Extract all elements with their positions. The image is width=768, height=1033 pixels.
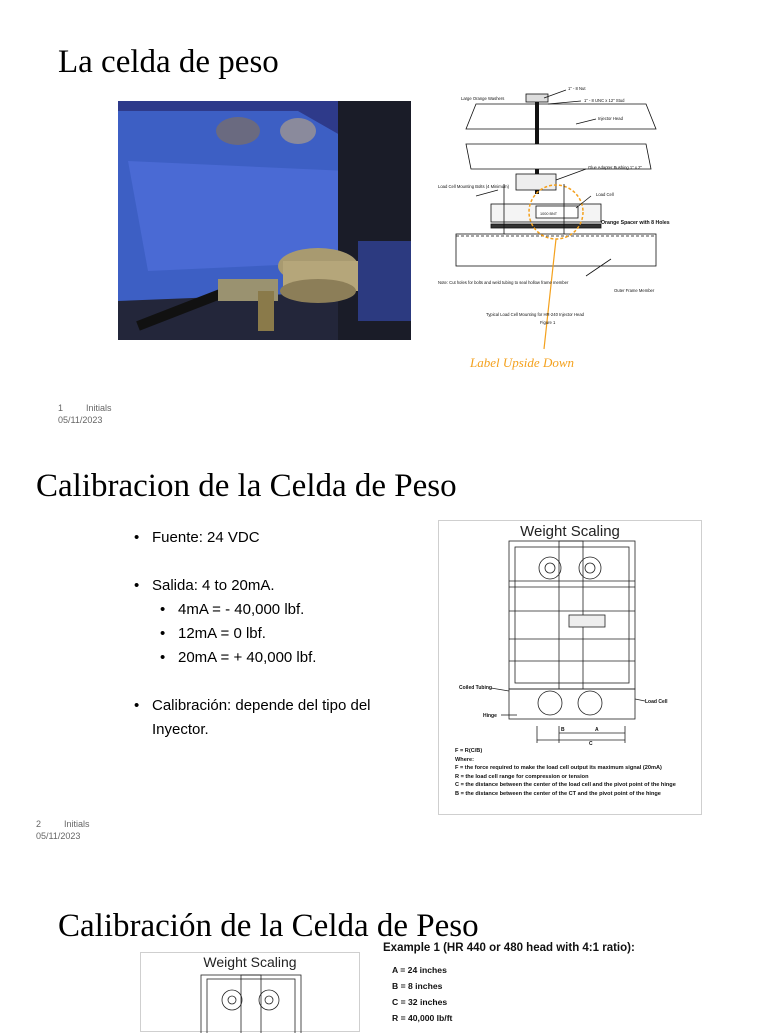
injector-head-drawing — [439, 521, 703, 746]
weight-scaling-title: Weight Scaling — [520, 523, 620, 540]
injector-head-drawing — [141, 953, 361, 1033]
label-hinge: Hinge — [483, 713, 497, 719]
example-value: C = 32 inches — [392, 997, 448, 1007]
example-value: A = 24 inches — [392, 965, 447, 975]
example-value: B = 8 inches — [392, 981, 443, 991]
diagram-label-cell-text: 1000 BNT — [540, 212, 558, 216]
dimension-b: B — [561, 727, 565, 733]
diagram-caption: Typical Load Cell Mounting for HR-240 Injector Head — [486, 312, 584, 317]
initials-placeholder: Initials — [64, 819, 90, 829]
example-value: R = 40,000 lb/ft — [392, 1013, 453, 1023]
note-line: F = R(C/B) — [455, 748, 483, 754]
slide-title: La celda de peso — [58, 44, 279, 80]
label-upside-down-callout: Label Upside Down — [470, 355, 574, 370]
dimension-a: A — [595, 727, 599, 733]
slide-title: Calibracion de la Celda de Peso — [36, 468, 457, 504]
label-coiled-tubing: Coiled Tubing — [459, 685, 492, 691]
diagram-label-load-cell: Load Cell — [596, 192, 614, 197]
page-number: 1 — [58, 403, 64, 413]
bullet-item: • Salida: 4 to 20mA. — [134, 574, 394, 598]
load-cell-photo-illustration — [118, 101, 411, 340]
diagram-label-stud: 1" - 8 UNC x 12" Stud — [584, 98, 625, 103]
weight-scaling-figure — [438, 520, 702, 815]
note-line: B = the distance between the center of the CT and the pivot point of the hinge — [455, 790, 661, 797]
slide-1 — [0, 0, 768, 440]
label-load-cell: Load Cell — [645, 699, 668, 705]
example-values — [392, 962, 452, 1026]
diagram-label-washers: Large Orange Washers — [461, 96, 505, 101]
diagram-label-outer-frame: Outer Frame Member — [614, 288, 655, 293]
diagram-label-glue-bushing: Glue Adapter Bushing 1" x 2" — [588, 165, 642, 170]
footer-date: 05/11/2023 — [36, 831, 81, 841]
note-line: F = the force required to make the load cell output its maximum signal (20mA) — [455, 765, 662, 772]
note-line: C = the distance between the center of the load cell and the pivot point of the hinge — [455, 782, 676, 789]
diagram-label-note: Note: Cut holes for bolts and weld tubing to seal hollow frame member — [438, 280, 569, 285]
bullet-item: • Calibración: depende del tipo del Inyector. — [134, 694, 394, 742]
slide-footer — [58, 402, 112, 426]
bullet-item: • Fuente: 24 VDC — [134, 526, 394, 550]
page-number: 2 — [36, 819, 42, 829]
weight-scaling-notes — [455, 747, 699, 799]
initials-placeholder: Initials — [86, 403, 112, 413]
diagram-label-mounting-bolts: Load Cell Mounting Bolts (4 Minimum) — [438, 184, 509, 189]
bullet-list — [134, 526, 394, 742]
mounting-diagram-drawing — [436, 84, 670, 334]
dimension-c: C — [589, 741, 593, 747]
diagram-label-injector-head: Injector Head — [598, 116, 623, 121]
slide-3 — [0, 880, 768, 1024]
load-cell-photo — [118, 101, 411, 340]
diagram-label-nut: 1" - 8 Nut — [568, 86, 586, 91]
weight-scaling-title: Weight Scaling — [203, 954, 297, 970]
note-line: Where: — [455, 756, 474, 763]
sub-bullet-item: • 12mA = 0 lbf. — [160, 622, 394, 646]
slide-2 — [0, 440, 768, 880]
diagram-label-orange-spacer: Orange Spacer with 8 Holes — [601, 220, 670, 226]
example-title: Example 1 (HR 440 or 480 head with 4:1 ratio): — [383, 942, 635, 954]
diagram-figure-label: Figure 1 — [540, 320, 556, 325]
weight-scaling-figure — [140, 952, 360, 1032]
sub-bullet-item: • 4mA = - 40,000 lbf. — [160, 598, 394, 622]
footer-date: 05/11/2023 — [58, 415, 103, 425]
note-line: R = the load cell range for compression or tension — [455, 773, 589, 780]
slide-title: Calibración de la Celda de Peso — [58, 908, 479, 944]
sub-bullet-item: • 20mA = + 40,000 lbf. — [160, 646, 394, 670]
load-cell-mounting-diagram — [436, 84, 670, 334]
slide-footer — [36, 818, 90, 842]
